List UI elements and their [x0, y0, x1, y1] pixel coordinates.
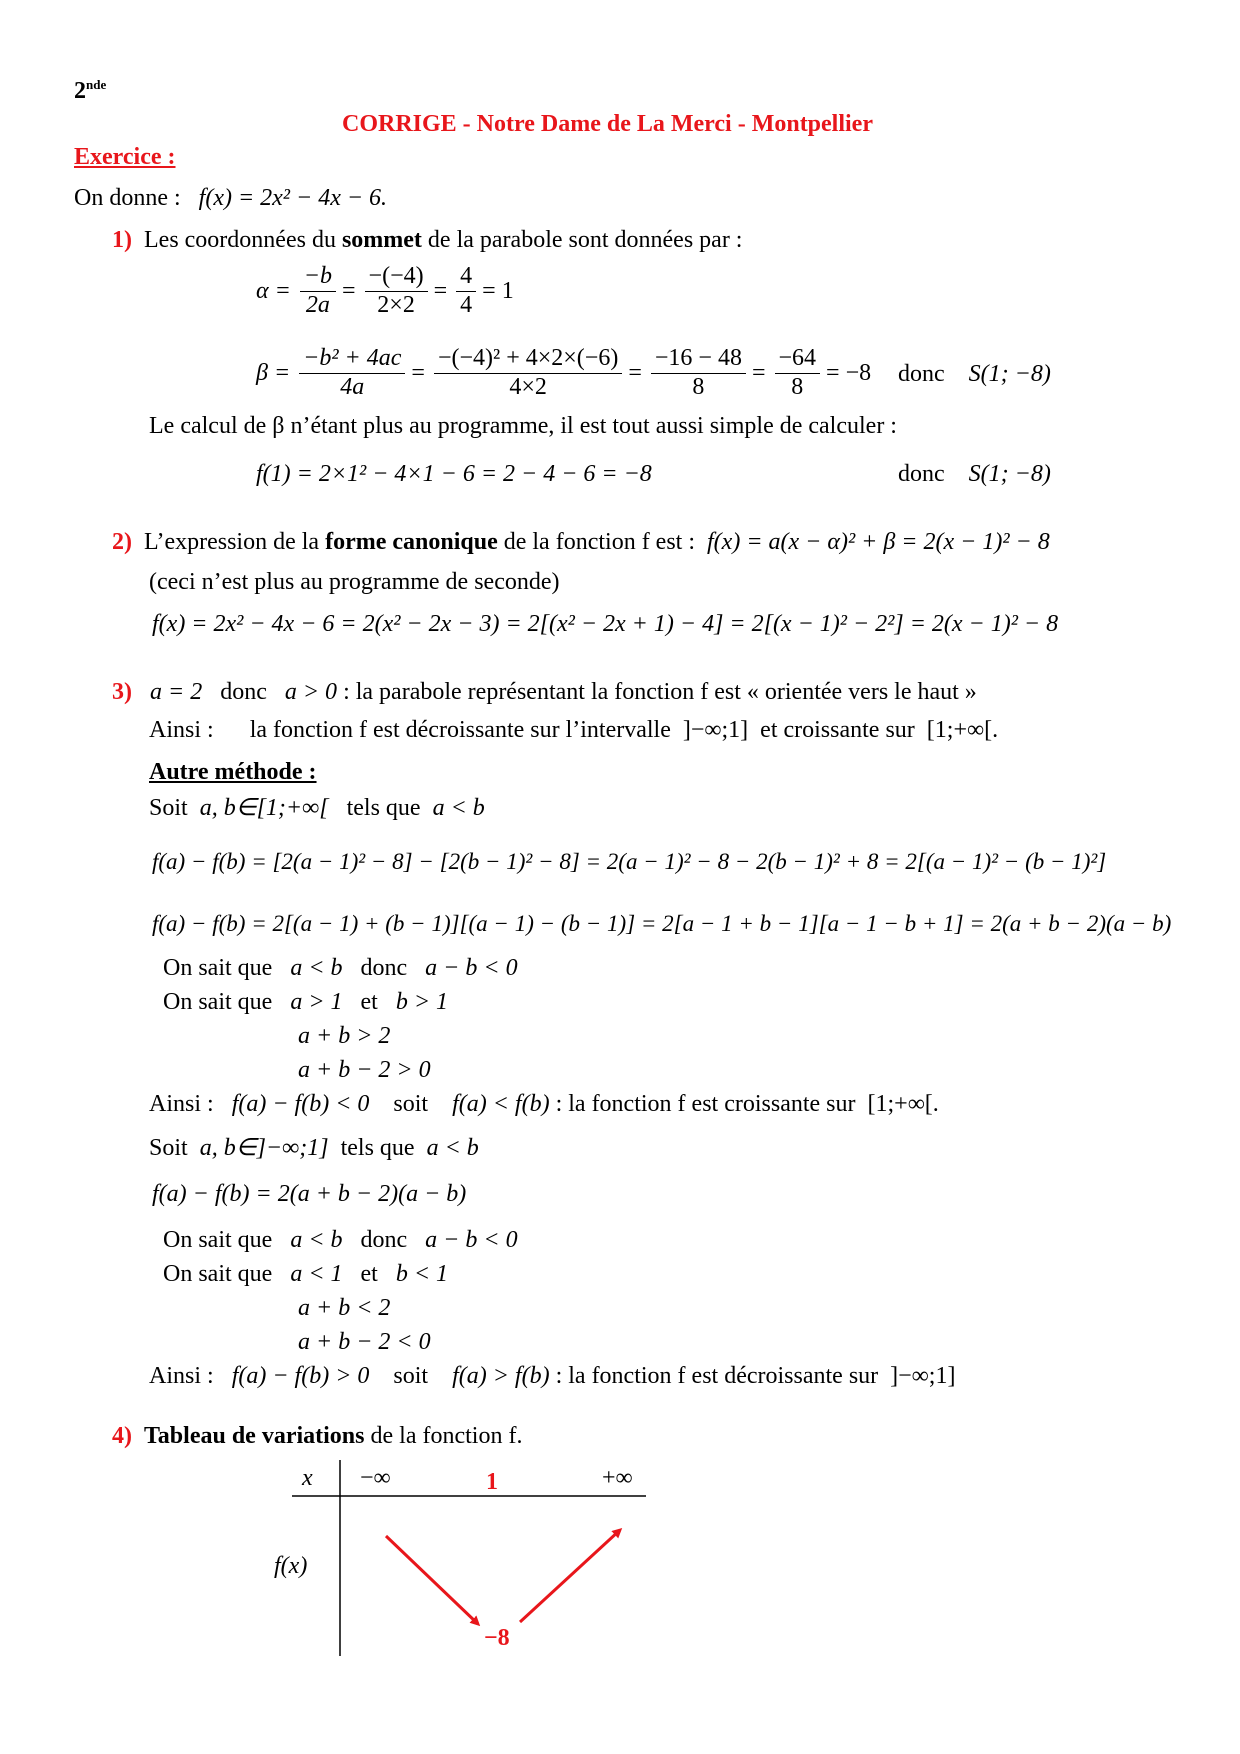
c2-a: a > 1 — [290, 989, 343, 1015]
on-sait-1: On sait que — [163, 955, 273, 981]
q4-number: 4) — [112, 1423, 132, 1449]
table-fx-label: f(x) — [274, 1553, 308, 1579]
concl-2-math: f(a) − f(b) > 0 — [231, 1363, 370, 1389]
q4-title-bold: Tableau de variations — [144, 1423, 365, 1449]
c1-b: a − b < 0 — [425, 955, 518, 981]
fact-8: a + b − 2 < 0 — [298, 1329, 431, 1355]
q2-intro-post: de la fonction f est : — [503, 529, 696, 555]
on-sait-2: On sait que — [163, 989, 273, 1015]
c1-donc: donc — [360, 955, 408, 981]
decreasing-arrow — [386, 1536, 478, 1624]
q2-intro-bold: forme canonique — [325, 529, 498, 555]
concl-1-interval: [1;+∞[. — [867, 1091, 939, 1117]
alpha-formula: α = $\frac{-b}{2a}$ = $\frac{-(-4)}{2\times 2}$ = $\frac{4}{4}$ = 1 — [256, 262, 514, 318]
q3-interval-2: [1;+∞[. — [926, 717, 999, 743]
beta-frac-1-den: 4a — [340, 373, 365, 400]
equation-2: f(a) − f(b) = 2[(a − 1) + (b − 1)][(a − 1) − (b − 1)] = 2[a − 1 + b − 1][a − 1 − b + 1] = 2(a + b − 2)(a − b) — [152, 911, 1172, 936]
q1-note: Le calcul de β n’étant plus au programme, il est tout aussi simple de calculer : — [149, 413, 897, 439]
given-label: On donne : — [74, 185, 181, 211]
alpha-frac-1-num: −b — [300, 263, 336, 292]
q2-intro-pre: L’expression de la — [144, 529, 320, 555]
c1-a: a < b — [290, 955, 343, 981]
concl-1-math: f(a) − f(b) < 0 — [231, 1091, 370, 1117]
alpha-frac-3-den: 4 — [460, 291, 473, 318]
class-level-sup: nde — [86, 77, 107, 92]
d2-a: a < 1 — [290, 1261, 343, 1287]
q3-number: 3) — [112, 679, 132, 705]
beta-frac-4-num: −64 — [775, 345, 821, 374]
c2-b: b > 1 — [395, 989, 449, 1015]
soit-word-1: soit — [393, 1091, 429, 1117]
table-x-left: −∞ — [360, 1465, 391, 1491]
q3-orientation: : la parabole représentant la fonction f est « orientée vers le haut » — [343, 679, 977, 705]
concl-1-math2: f(a) < f(b) — [452, 1091, 550, 1117]
d1-b: a − b < 0 — [425, 1227, 518, 1253]
increasing-arrow — [520, 1530, 620, 1622]
soit-1-cond: a < b — [432, 795, 485, 821]
soit-2-pre: Soit — [149, 1135, 188, 1161]
q3-a-positive: a > 0 — [284, 679, 338, 705]
concl-1-text: : la fonction f est croissante sur — [555, 1091, 856, 1117]
d2-et: et — [360, 1261, 378, 1287]
soit-1-math: a, b∈[1;+∞[ — [199, 795, 329, 821]
q1-number: 1) — [112, 227, 132, 253]
beta-lhs: β = — [256, 360, 291, 386]
soit-1-pre: Soit — [149, 795, 188, 821]
f1-calculation: f(1) = 2×1² − 4×1 − 6 = 2 − 4 − 6 = −8 — [256, 461, 652, 487]
alpha-frac-2-num: −(−4) — [365, 263, 428, 292]
soit-word-2: soit — [393, 1363, 429, 1389]
q1-intro-pre: Les coordonnées du — [144, 227, 336, 253]
d1-donc: donc — [360, 1227, 408, 1253]
alpha-lhs: α = — [256, 278, 291, 304]
soit-2-cond: a < b — [426, 1135, 479, 1161]
on-sait-4: On sait que — [163, 1261, 273, 1287]
concl-2-math2: f(a) > f(b) — [452, 1363, 550, 1389]
q3-donc: donc — [220, 679, 267, 705]
alpha-frac-2-den: 2×2 — [377, 291, 415, 318]
ainsi-1: Ainsi : — [149, 1091, 214, 1117]
on-sait-3: On sait que — [163, 1227, 273, 1253]
q4-title-rest: de la fonction f. — [370, 1423, 523, 1449]
fact-3: a + b > 2 — [298, 1023, 391, 1049]
beta-frac-4-den: 8 — [791, 373, 804, 400]
beta-frac-3-den: 8 — [692, 373, 705, 400]
beta-frac-2-num: −(−4)² + 4×2×(−6) — [434, 345, 622, 374]
beta-frac-2-den: 4×2 — [509, 373, 547, 400]
fact-7: a + b < 2 — [298, 1295, 391, 1321]
given-formula: f(x) = 2x² − 4x − 6. — [198, 185, 388, 211]
alpha-frac-3-num: 4 — [456, 263, 476, 292]
soit-1-mid: tels que — [346, 795, 421, 821]
soit-2-math: a, b∈]−∞;1] — [199, 1135, 329, 1161]
vertex-2: S(1; −8) — [968, 461, 1051, 487]
table-x-label: x — [302, 1465, 313, 1491]
d2-b: b < 1 — [395, 1261, 449, 1287]
q1-intro-post: de la parabole sont données par : — [427, 227, 743, 253]
alpha-result: = 1 — [482, 278, 514, 304]
q3-a-value: a = 2 — [150, 679, 203, 705]
q2-derivation: f(x) = 2x² − 4x − 6 = 2(x² − 2x − 3) = 2[(x² − 2x + 1) − 4] = 2[(x − 1)² − 2²] = 2(x − 1)² − 8 — [152, 611, 1059, 637]
beta-frac-1-num: −b² + 4ac — [299, 345, 405, 374]
donc-2: donc — [898, 461, 945, 487]
beta-result: = −8 — [826, 360, 872, 386]
q3-ainsi: Ainsi : — [149, 717, 214, 743]
q3-interval-1: ]−∞;1] — [682, 717, 749, 743]
class-level-number: 2 — [74, 78, 86, 104]
other-method-heading: Autre méthode : — [149, 759, 317, 785]
q2-number: 2) — [112, 529, 132, 555]
equation-1: f(a) − f(b) = [2(a − 1)² − 8] − [2(b − 1)² − 8] = 2(a − 1)² − 8 − 2(b − 1)² + 8 = 2[(a − 1)² − (b − 1)²] — [152, 849, 1107, 874]
d1-a: a < b — [290, 1227, 343, 1253]
concl-2-interval: ]−∞;1] — [890, 1363, 956, 1389]
page-title: CORRIGE - Notre Dame de La Merci - Montpellier — [342, 111, 873, 137]
table-x-mid: 1 — [486, 1469, 498, 1495]
q1-intro-bold: sommet — [341, 227, 422, 253]
alpha-frac-1-den: 2a — [305, 291, 330, 318]
q3-increasing-text: et croissante sur — [760, 717, 915, 743]
vertex-1: S(1; −8) — [968, 361, 1051, 387]
ainsi-2: Ainsi : — [149, 1363, 214, 1389]
beta-formula: β = $\frac{\text{−b² + 4ac}}{4a}$ = $\frac{\text{−(−4)² + 4×2×(−6)}}{4\times 2}$ = $\frac{-16 - 48}{8}$ = $\frac{-64}{8}$ = −8 — [256, 344, 872, 400]
fact-4: a + b − 2 > 0 — [298, 1057, 431, 1083]
q2-note: (ceci n’est plus au programme de seconde) — [149, 569, 560, 595]
q2-canonical-formula: f(x) = a(x − α)² + β = 2(x − 1)² − 8 — [707, 529, 1050, 555]
concl-2-text: : la fonction f est décroissante sur — [555, 1363, 879, 1389]
exercise-heading: Exercice : — [74, 144, 176, 170]
beta-frac-3-num: −16 − 48 — [651, 345, 746, 374]
table-min-value: −8 — [484, 1625, 510, 1651]
q3-decreasing-text: la fonction f est décroissante sur l’intervalle — [249, 717, 671, 743]
donc-1: donc — [898, 361, 945, 387]
table-x-right: +∞ — [602, 1465, 633, 1491]
c2-et: et — [360, 989, 378, 1015]
equation-3: f(a) − f(b) = 2(a + b − 2)(a − b) — [152, 1181, 467, 1207]
soit-2-mid: tels que — [340, 1135, 415, 1161]
